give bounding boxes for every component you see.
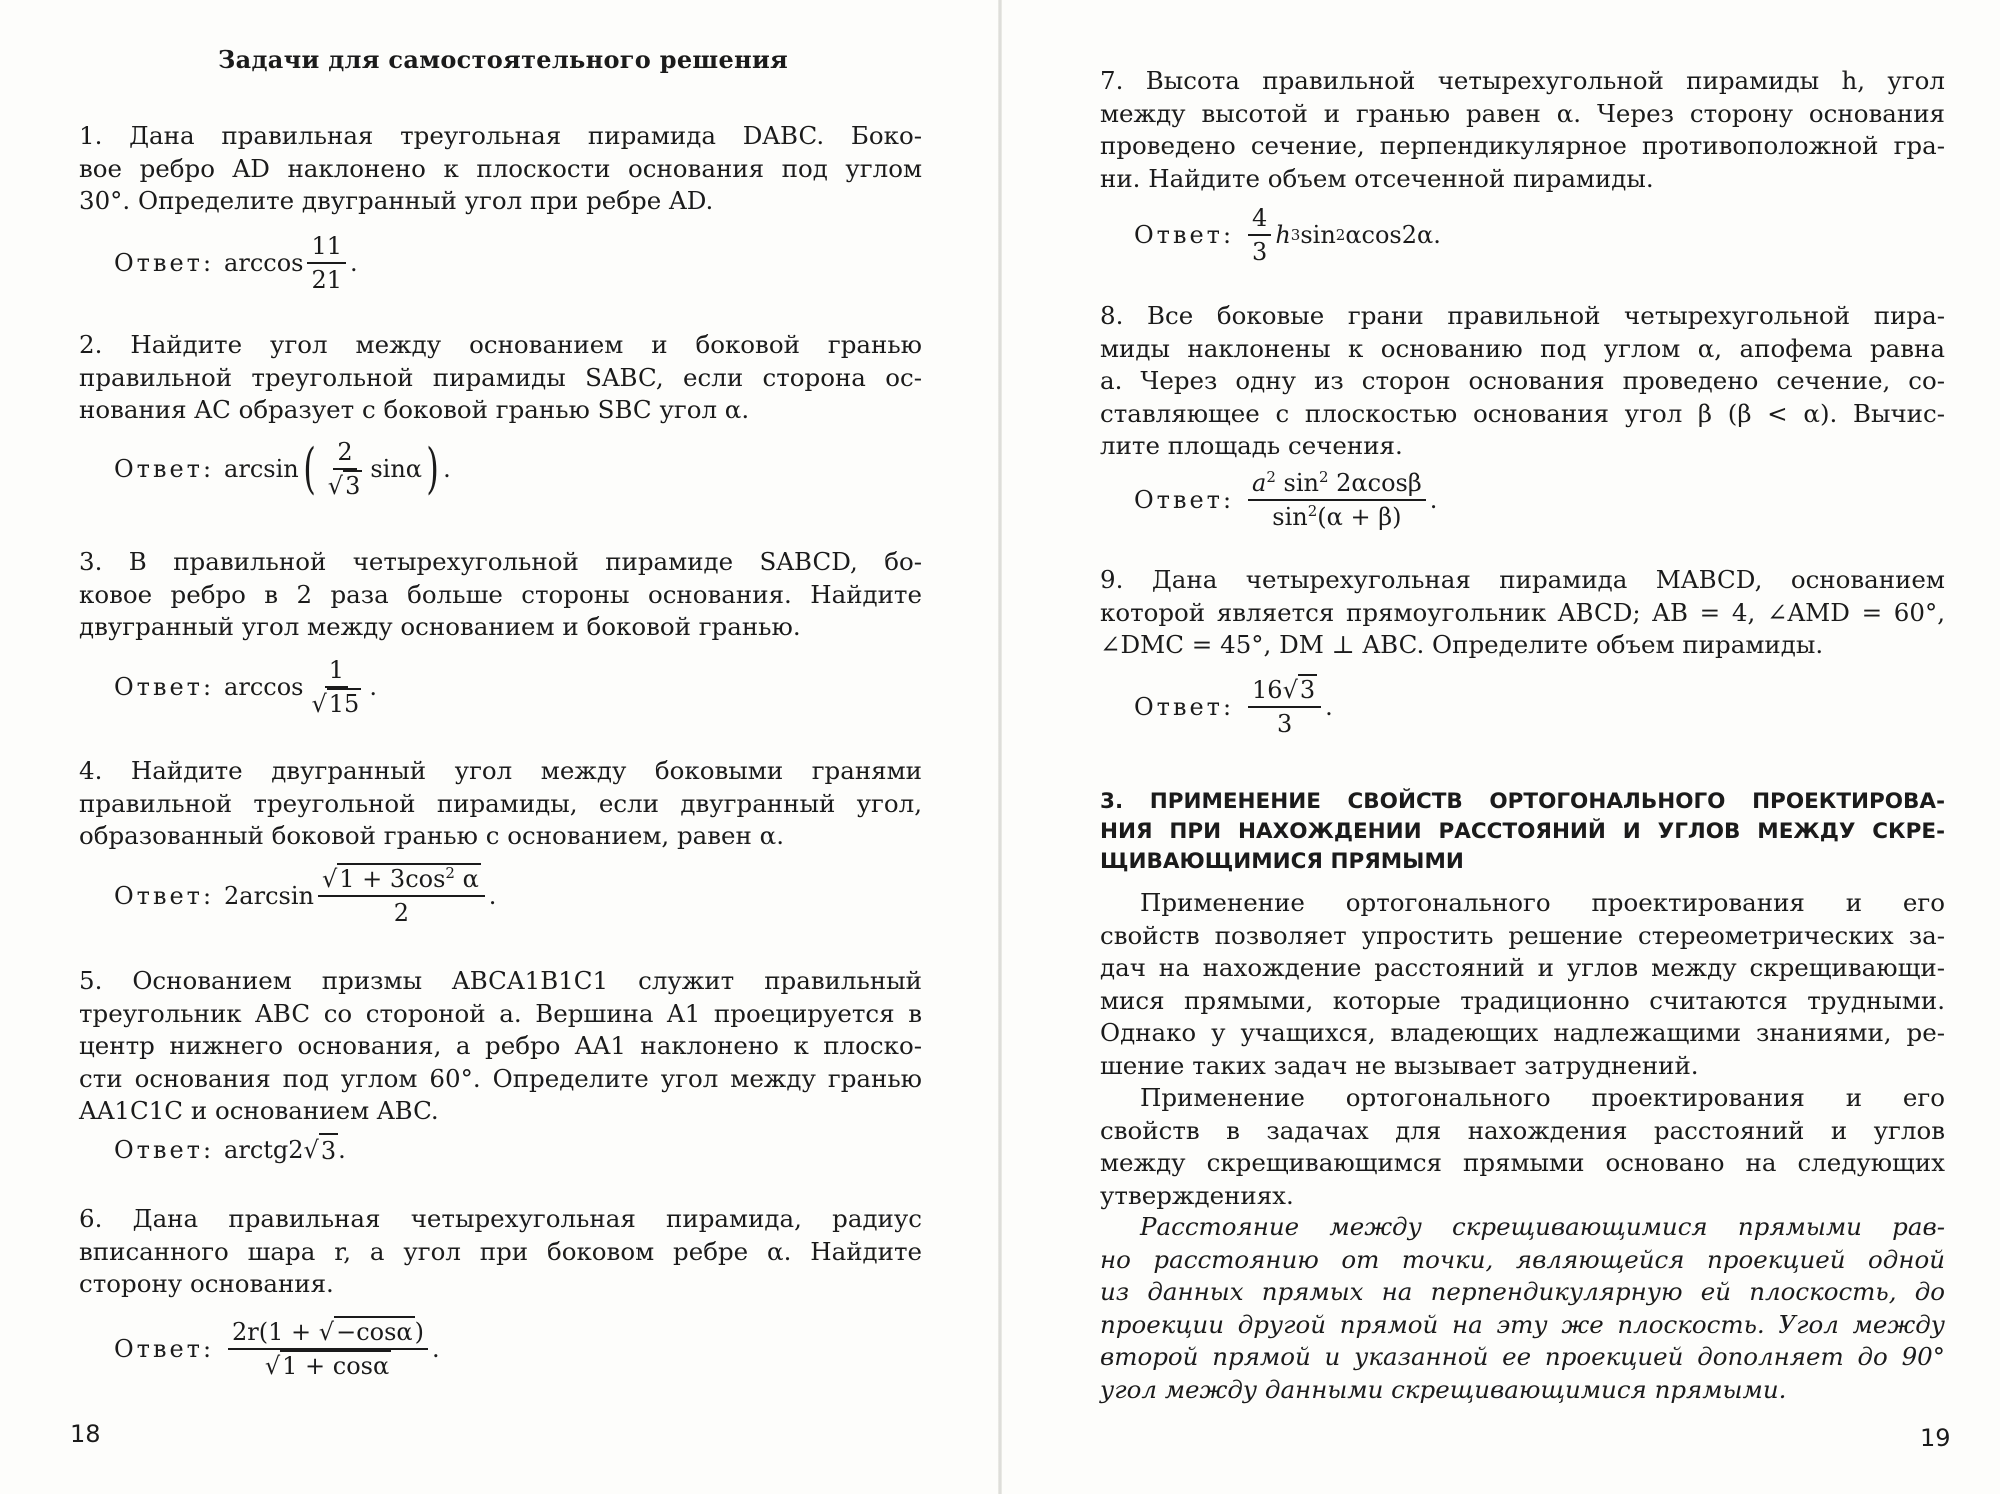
problem-line: 8. Все боковые грани правильной четырехугольной пира- <box>1100 301 1945 330</box>
answer-label: Ответ: <box>114 1335 215 1363</box>
denominator: √15 <box>311 690 360 718</box>
paragraph-line: свойств позволяет упростить решение стереометрических за- <box>1100 920 1945 950</box>
answer-suffix: . <box>1429 486 1438 514</box>
problem-line: миды наклонены к основанию под углом α, апофема равна <box>1100 333 1945 363</box>
problem-line: вписанного шара r, а угол при боковом ребре α. Найдите <box>79 1236 922 1266</box>
paragraph-3-italic <box>1100 1211 1945 1406</box>
answer-func: arccos <box>224 249 304 277</box>
paragraph-line: проекции другой прямой на эту же плоскость. Угол между <box>1100 1309 1945 1339</box>
radicand-tail: α <box>454 865 479 893</box>
answer-3 <box>114 656 377 718</box>
num-coef: 16 <box>1252 676 1283 704</box>
problem-line: сти основания под углом 60°. Определите угол между гранью <box>79 1063 922 1093</box>
left-paren: ( <box>302 437 316 500</box>
problem-line: правильной треугольной пирамиды, если двугранный угол, <box>79 788 922 818</box>
exponent: 2 <box>1307 502 1318 520</box>
problem-2 <box>79 329 922 427</box>
problem-line: a. Через одну из сторон основания проведено сечение, со- <box>1100 366 1945 395</box>
numerator: $√1 + 3\cos^2$ α <box>318 865 485 897</box>
paragraph-line: второй прямой и указанной ее проекцией дополняет до 90° <box>1100 1342 1945 1371</box>
answer-term: αcos2α <box>1345 221 1434 249</box>
numerator <box>1248 469 1426 501</box>
problem-4 <box>79 755 922 853</box>
answer-label: Ответ: <box>114 673 215 701</box>
paragraph-2 <box>1100 1082 1945 1212</box>
answer-label: Ответ: <box>114 249 215 277</box>
section-3-heading <box>1100 787 1945 877</box>
paragraph-line: Применение ортогонального проектирования и его <box>1140 1083 1945 1112</box>
denominator: √3 <box>327 472 361 500</box>
paragraph-line: Применение ортогонального проектирования и его <box>1140 888 1945 917</box>
problem-7 <box>1100 65 1945 195</box>
numerator: 16√3 <box>1248 676 1321 708</box>
answer-label: Ответ: <box>1134 221 1235 249</box>
problem-line: ∠DMC = 45°, DM ⊥ ABC. Определите объем пирамиды. <box>1100 630 1824 659</box>
denominator <box>1268 501 1405 531</box>
problem-line: 9. Дана четырехугольная пирамида MABCD, основанием <box>1100 565 1945 594</box>
problem-line: 2. Найдите угол между основанием и боковой гранью <box>79 330 922 359</box>
fraction <box>1248 204 1271 266</box>
numerator: 4 <box>1248 204 1271 236</box>
answer-suffix: . <box>369 673 377 701</box>
answer-label: Ответ: <box>1134 486 1235 514</box>
fraction <box>307 656 365 718</box>
answer-inner: sinα <box>370 455 423 483</box>
answer-suffix: . <box>1325 693 1333 721</box>
num-part-b: ) <box>414 1318 424 1346</box>
problem-line: 7. Высота правильной четырехугольной пирамиды h, угол <box>1100 66 1945 95</box>
answer-4 <box>114 865 496 927</box>
exponent: 2 <box>1266 468 1276 486</box>
denominator: √1 + cosα <box>264 1352 390 1380</box>
exponent: 2 <box>445 864 455 882</box>
answer-suffix: . <box>488 882 497 910</box>
denominator: 21 <box>311 266 343 294</box>
answer-2 <box>114 438 451 500</box>
section-heading: Задачи для самостоятельного решения <box>218 45 789 74</box>
problem-line: вое ребро AD наклонено к плоскости основания под углом <box>79 153 922 183</box>
paragraph-line: но расстоянию от точки, являющейся проекцией одной <box>1100 1244 1945 1274</box>
answer-label: Ответ: <box>1134 693 1235 721</box>
fraction <box>228 1318 428 1380</box>
problem-line: ставляющее с плоскостью основания угол β (β < α). Вычис- <box>1100 398 1945 428</box>
problem-line: треугольник ABC со стороной a. Вершина A1 проецируется в <box>79 998 922 1028</box>
right-paren: ) <box>426 437 439 500</box>
answer-1 <box>114 232 358 294</box>
problem-line: 6. Дана правильная четырехугольная пирамида, радиус <box>79 1204 922 1233</box>
problem-line: ковое ребро в 2 раза больше стороны основания. Найдите <box>79 579 922 609</box>
problem-line: правильной треугольной пирамиды SABC, если сторона ос- <box>79 362 922 392</box>
paragraph-line: между скрещивающимся прямыми основано на следующих <box>1100 1148 1945 1177</box>
paragraph-line: угол между данными скрещивающимися прямыми. <box>1100 1374 1787 1404</box>
answer-suffix: . <box>338 1136 346 1164</box>
fraction <box>1248 676 1321 738</box>
problem-9 <box>1100 564 1945 662</box>
problem-6 <box>79 1203 922 1301</box>
den-term: sin <box>1272 503 1308 531</box>
answer-9 <box>1134 676 1333 738</box>
answer-label: Ответ: <box>114 1136 215 1164</box>
radicand-text: 1 + 3cos <box>339 865 446 893</box>
problem-line: 30°. Определите двугранный угол при ребре AD. <box>79 186 714 215</box>
problem-line: нования AC образует с боковой гранью SBC угол α. <box>79 395 750 424</box>
numerator: 1 <box>325 656 348 688</box>
heading-line: ЩИВАЮЩИМИСЯ ПРЯМЫМИ <box>1100 849 1464 874</box>
numerator: 11 <box>307 232 346 264</box>
answer-5 <box>114 1133 346 1167</box>
problem-1 <box>79 120 922 218</box>
radicand: 3 <box>345 472 361 500</box>
answer-func: arcsin <box>224 455 299 483</box>
paragraph-line: дач на нахождение расстояний и углов между скрещивающи- <box>1100 953 1945 982</box>
numerator: 2r(1 + √−cosα) <box>228 1318 428 1350</box>
problem-3 <box>79 546 922 644</box>
den-term: (α + β) <box>1317 503 1402 531</box>
answer-term: sin <box>1300 221 1336 249</box>
problem-line: сторону основания. <box>79 1269 334 1298</box>
denominator: 3 <box>1276 710 1293 738</box>
problem-line: ни. Найдите объем отсеченной пирамиды. <box>1100 163 1654 193</box>
answer-suffix: . <box>431 1335 440 1363</box>
denominator: 2 <box>393 899 410 927</box>
answer-func: 2arcsin <box>224 882 314 910</box>
sqrt-sign: √ <box>303 1136 319 1164</box>
fraction <box>1248 469 1426 531</box>
paragraph-line: Расстояние между скрещивающимися прямыми рав- <box>1140 1212 1945 1241</box>
paragraph-line: мися прямыми, которые традиционно считаются трудными. <box>1100 985 1945 1015</box>
problem-line: образованный боковой гранью с основанием, равен α. <box>79 821 784 850</box>
problem-5 <box>79 965 922 1128</box>
fraction <box>307 232 346 294</box>
num-part-a: 2r(1 + <box>232 1318 319 1346</box>
num-term: 2αcosβ <box>1328 469 1422 497</box>
problem-line: 4. Найдите двугранный угол между боковыми гранями <box>79 756 922 785</box>
problem-line: между высотой и гранью равен α. Через сторону основания <box>1100 98 1945 128</box>
numerator: 2 <box>333 438 356 470</box>
problem-line: 3. В правильной четырехугольной пирамиде SABCD, бо- <box>79 547 922 576</box>
radicand: 1 + cosα <box>282 1352 390 1380</box>
answer-suffix: . <box>1433 221 1441 249</box>
answer-label: Ответ: <box>114 455 215 483</box>
problem-line: проведено сечение, перпендикулярное противоположной гра- <box>1100 131 1945 160</box>
problem-8 <box>1100 300 1945 463</box>
answer-6 <box>114 1318 440 1380</box>
problem-line: 1. Дана правильная треугольная пирамида DABC. Боко- <box>79 121 922 150</box>
problem-line: двугранный угол между основанием и боковой гранью. <box>79 612 801 641</box>
problem-line: 5. Основанием призмы ABCA1B1C1 служит правильный <box>79 966 922 995</box>
problem-line: лите площадь сечения. <box>1100 431 1403 460</box>
paragraph-line: шение таких задач не вызывает затруднений. <box>1100 1050 1699 1080</box>
page-number: 18 <box>70 1420 101 1448</box>
fraction <box>318 865 485 927</box>
num-var: a <box>1252 469 1267 497</box>
page-number: 19 <box>1920 1424 1951 1452</box>
right-page <box>1000 0 2000 1494</box>
exponent: 2 <box>1318 468 1329 486</box>
answer-coef: 2 <box>288 1136 304 1164</box>
answer-suffix: . <box>350 249 358 277</box>
denominator: 3 <box>1252 238 1268 266</box>
paragraph-line: Однако у учащихся, владеющих надлежащими знаниями, ре- <box>1100 1018 1945 1047</box>
radicand: 3 <box>1299 676 1316 704</box>
answer-label: Ответ: <box>114 882 215 910</box>
answer-func: arccos <box>224 673 304 701</box>
radicand: 15 <box>328 690 360 718</box>
num-term: sin <box>1275 469 1319 497</box>
radicand <box>337 863 481 893</box>
answer-func: arctg <box>224 1136 289 1164</box>
heading-line: НИЯ ПРИ НАХОЖДЕНИИ РАССТОЯНИЙ И УГЛОВ МЕЖДУ СКРЕ- <box>1100 819 1945 844</box>
paragraph-line: из данных прямых на перпендикулярную ей плоскость, до <box>1100 1277 1945 1306</box>
heading-line: 3. ПРИМЕНЕНИЕ СВОЙСТВ ОРТОГОНАЛЬНОГО ПРОЕКТИРОВА- <box>1100 789 1945 814</box>
fraction <box>324 438 367 500</box>
paragraph-1 <box>1100 887 1945 1082</box>
radicand: −cosα <box>336 1318 413 1346</box>
paragraph-line: свойств в задачах для нахождения расстояний и углов <box>1100 1115 1945 1145</box>
problem-line: AA1C1C и основанием ABC. <box>79 1096 439 1125</box>
problem-line: центр нижнего основания, а ребро AA1 наклонено к плоско- <box>79 1031 922 1060</box>
answer-var: h <box>1275 221 1291 249</box>
answer-8 <box>1134 469 1437 531</box>
problem-line: которой является прямоугольник ABCD; AB = 4, ∠AMD = 60°, <box>1100 597 1945 627</box>
paragraph-line: утверждениях. <box>1100 1180 1294 1210</box>
radicand: 3 <box>319 1133 338 1167</box>
answer-7: Ответ: $\frac{4}{3}$ h 3 sin 2 αcos2α . <box>1134 204 1441 266</box>
answer-suffix: . <box>443 455 451 483</box>
